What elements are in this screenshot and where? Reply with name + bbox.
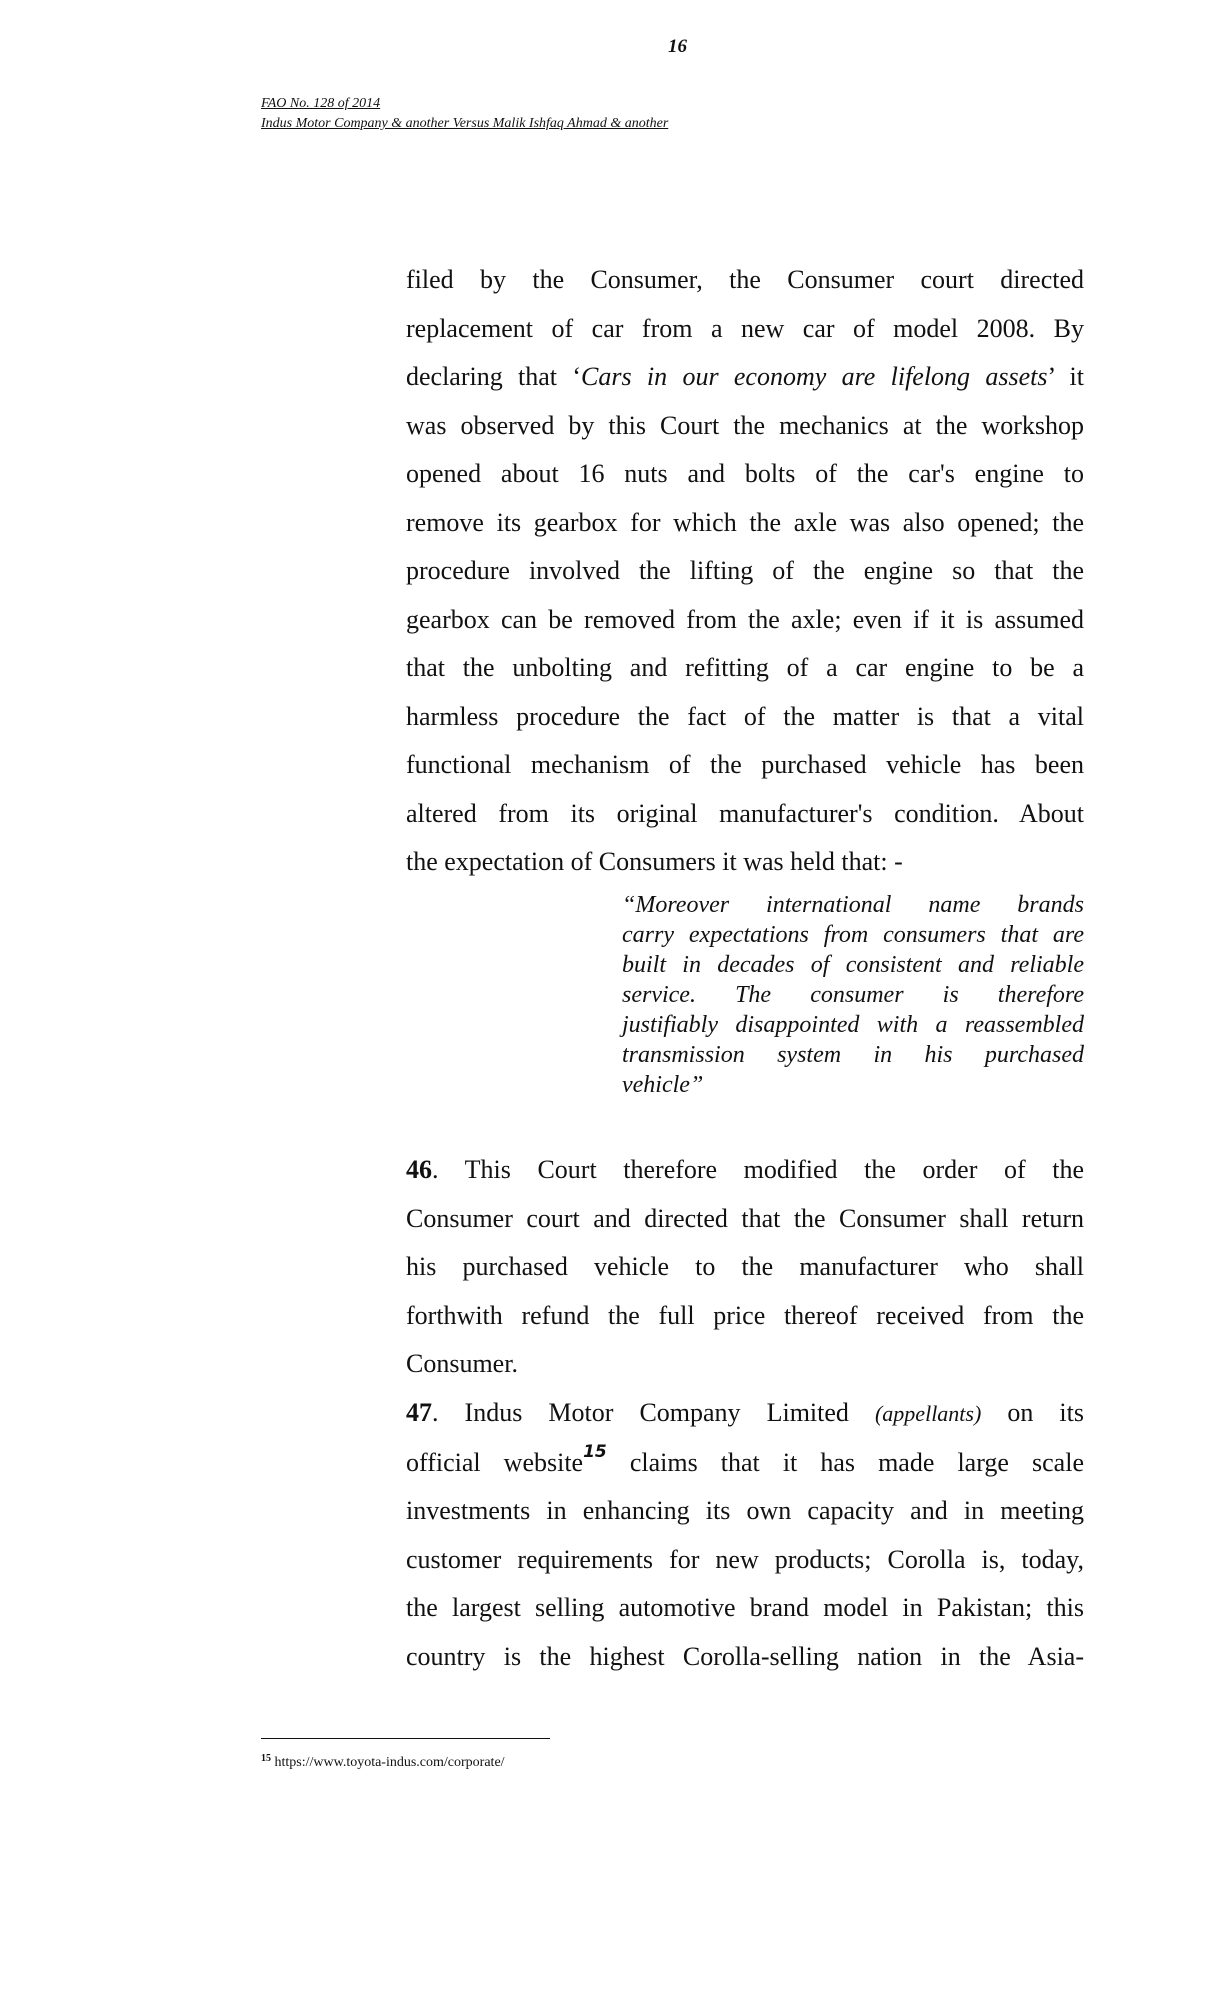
text-line: forthwith refund the full price thereof received from the	[406, 1300, 1084, 1330]
text-line	[406, 353, 1084, 402]
quote-line: transmission system in his purchased	[622, 1042, 1084, 1068]
italic-quote: Cars in our economy are lifelong assets	[581, 362, 1048, 391]
text-line: was observed by this Court the mechanics at the workshop	[406, 410, 1084, 440]
text-line: remove its gearbox for which the axle was also opened; the	[406, 507, 1084, 537]
text-line: harmless procedure the fact of the matter is that a vital	[406, 701, 1084, 731]
paragraph-47	[406, 1389, 1084, 1681]
footnote-reference[interactable]: 15	[583, 1441, 607, 1462]
quote-line: service. The consumer is therefore	[622, 982, 1084, 1008]
quote-line: justifiably disappointed with a reassembled	[622, 1012, 1084, 1038]
text-line: investments in enhancing its own capacity and in meeting	[406, 1496, 1084, 1525]
text-run: declaring that ‘	[406, 362, 582, 391]
text-run: . This Court therefore modified the order of the	[432, 1155, 1084, 1184]
text-line: country is the highest Corolla-selling nation in the Asia-	[406, 1641, 1084, 1671]
case-parties: Indus Motor Company & another Versus Malik Ishfaq Ahmad & another	[261, 116, 669, 131]
footnote	[261, 1750, 505, 1772]
text-line	[406, 1439, 1084, 1488]
text-run: on its	[981, 1398, 1084, 1427]
text-run: claims that it has made large scale	[606, 1447, 1084, 1477]
text-line: that the unbolting and refitting of a car engine to be a	[406, 653, 1084, 682]
text-line: opened about 16 nuts and bolts of the car's engine to	[406, 459, 1084, 488]
paragraph-number: 46	[406, 1155, 432, 1184]
block-quote	[622, 890, 1084, 1100]
text-line: altered from its original manufacturer's condition. About	[406, 798, 1084, 828]
text-line: Consumer court and directed that the Consumer shall return	[406, 1203, 1084, 1233]
paragraph-number: 47	[406, 1398, 432, 1427]
page-number: 16	[668, 36, 687, 57]
footnote-url[interactable]: https://www.toyota-indus.com/corporate/	[271, 1755, 505, 1770]
text-line: filed by the Consumer, the Consumer court directed	[406, 265, 1084, 294]
text-run: . Indus Motor Company Limited	[432, 1398, 875, 1427]
quote-line: vehicle”	[622, 1072, 704, 1098]
text-line: procedure involved the lifting of the engine so that the	[406, 556, 1084, 585]
italic-parenthetical: (appellants)	[874, 1401, 982, 1426]
text-line: gearbox can be removed from the axle; even if it is assumed	[406, 604, 1084, 634]
text-line	[406, 1389, 1084, 1439]
quote-line: built in decades of consistent and reliable	[622, 952, 1084, 978]
quote-line: carry expectations from consumers that are	[622, 922, 1084, 948]
text-run: ’ it	[1047, 362, 1084, 391]
text-line: replacement of car from a new car of model 2008. By	[406, 313, 1084, 343]
text-line: the expectation of Consumers it was held that: -	[406, 847, 903, 876]
paragraph-continued	[406, 256, 1084, 887]
case-header	[261, 94, 961, 134]
footnote-divider	[261, 1738, 550, 1739]
text-line: Consumer.	[406, 1349, 518, 1378]
quote-line: “Moreover international name brands	[622, 892, 1084, 918]
text-line: the largest selling automotive brand model in Pakistan; this	[406, 1593, 1084, 1622]
text-run: official website	[406, 1447, 584, 1477]
text-line: functional mechanism of the purchased vehicle has been	[406, 750, 1084, 779]
text-line	[406, 1146, 1084, 1195]
paragraph-46	[406, 1146, 1084, 1389]
text-line: customer requirements for new products; Corolla is, today,	[406, 1544, 1084, 1574]
footnote-number: 15	[261, 1753, 271, 1764]
text-line: his purchased vehicle to the manufacturer who shall	[406, 1252, 1084, 1281]
case-number: FAO No. 128 of 2014	[261, 96, 381, 111]
